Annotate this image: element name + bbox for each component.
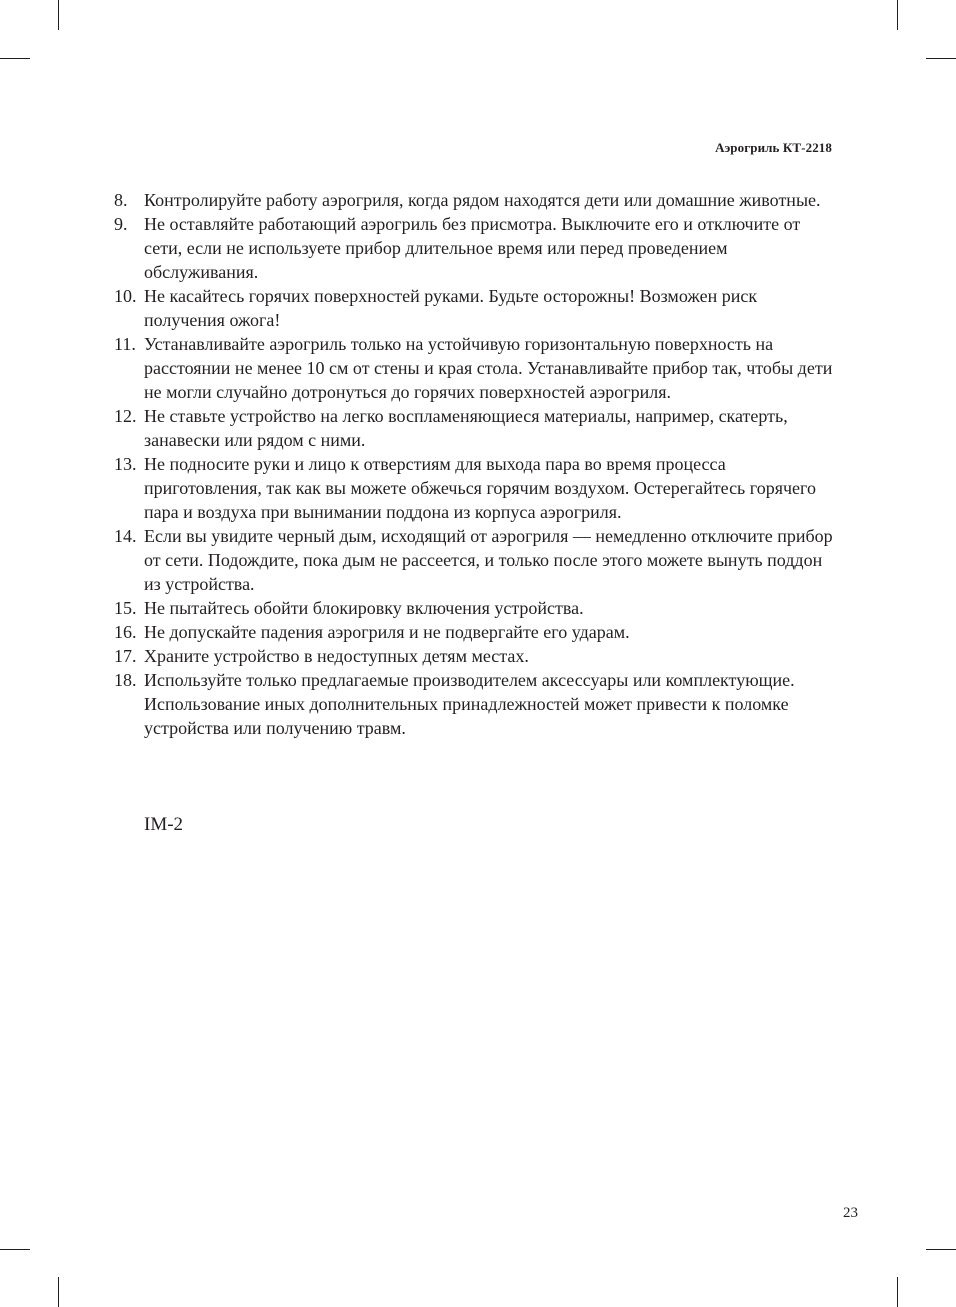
item-text: Контролируйте работу аэрогриля, когда рядом находятся дети или домашние животные. (144, 190, 821, 210)
item-number: 12. (114, 406, 137, 426)
item-number: 14. (114, 526, 137, 546)
item-number: 18. (114, 670, 137, 690)
list-item (114, 404, 834, 452)
page-number: 23 (843, 1205, 858, 1221)
model-code: IM-2 (144, 814, 184, 835)
item-text: Не касайтесь горячих поверхностей руками. Будьте осторожны! Возможен риск получения ожога! (144, 286, 758, 330)
item-text: Не оставляйте работающий аэрогриль без присмотра. Выключите его и отключите от сети, если не используете прибор длительное время или перед проведением обслуживания. (144, 214, 801, 282)
item-number: 16. (114, 622, 137, 642)
item-text: Устанавливайте аэрогриль только на устойчивую горизонтальную поверхность на расстоянии не менее 10 см от стены и края стола. Устанавливайте прибор так, чтобы дети не могли случайно дотронуться до горячих поверхностей аэрогриля. (144, 334, 833, 402)
item-text: Не пытайтесь обойти блокировку включения устройства. (144, 598, 584, 618)
list-item (114, 524, 834, 596)
item-number: 13. (114, 454, 137, 474)
list-item (114, 284, 834, 332)
list-item (114, 668, 834, 740)
list-item (114, 596, 834, 620)
safety-instructions-list (114, 188, 834, 740)
list-item (114, 188, 834, 212)
item-text: Не ставьте устройство на легко воспламеняющиеся материалы, например, скатерть, занавески или рядом с ними. (144, 406, 788, 450)
item-number: 15. (114, 598, 137, 618)
item-text: Не подносите руки и лицо к отверстиям для выхода пара во время процесса приготовления, так как вы можете обжечься горячим воздухом. Остерегайтесь горячего пара и воздуха при вынимании поддона из корпуса аэрогриля. (144, 454, 816, 522)
list-item (114, 452, 834, 524)
crop-mark-bottom-right-vertical (897, 1277, 898, 1307)
crop-mark-top-right-vertical (897, 0, 898, 30)
crop-mark-bottom-right-horizontal (926, 1249, 956, 1250)
item-number: 9. (114, 214, 128, 234)
list-item (114, 212, 834, 284)
crop-mark-top-right-horizontal (926, 58, 956, 59)
crop-mark-bottom-left-horizontal (0, 1249, 30, 1250)
item-text: Используйте только предлагаемые производителем аксессуары или комплектующие. Использование иных дополнительных принадлежностей может привести к поломке устройства или получению травм. (144, 670, 795, 738)
item-number: 8. (114, 190, 128, 210)
list-item (114, 620, 834, 644)
item-number: 11. (114, 334, 136, 354)
item-text: Не допускайте падения аэрогриля и не подвергайте его ударам. (144, 622, 630, 642)
item-number: 10. (114, 286, 137, 306)
item-number: 17. (114, 646, 137, 666)
running-header: Аэрогриль КТ-2218 (715, 140, 832, 155)
item-text: Храните устройство в недоступных детям местах. (144, 646, 529, 666)
crop-mark-top-left-vertical (58, 0, 59, 30)
list-item (114, 332, 834, 404)
list-item (114, 644, 834, 668)
item-text: Если вы увидите черный дым, исходящий от аэрогриля — немедленно отключите прибор от сети. Подождите, пока дым не рассеется, и только после этого можете вынуть поддон из устройства. (144, 526, 833, 594)
crop-mark-top-left-horizontal (0, 58, 30, 59)
crop-mark-bottom-left-vertical (58, 1277, 59, 1307)
